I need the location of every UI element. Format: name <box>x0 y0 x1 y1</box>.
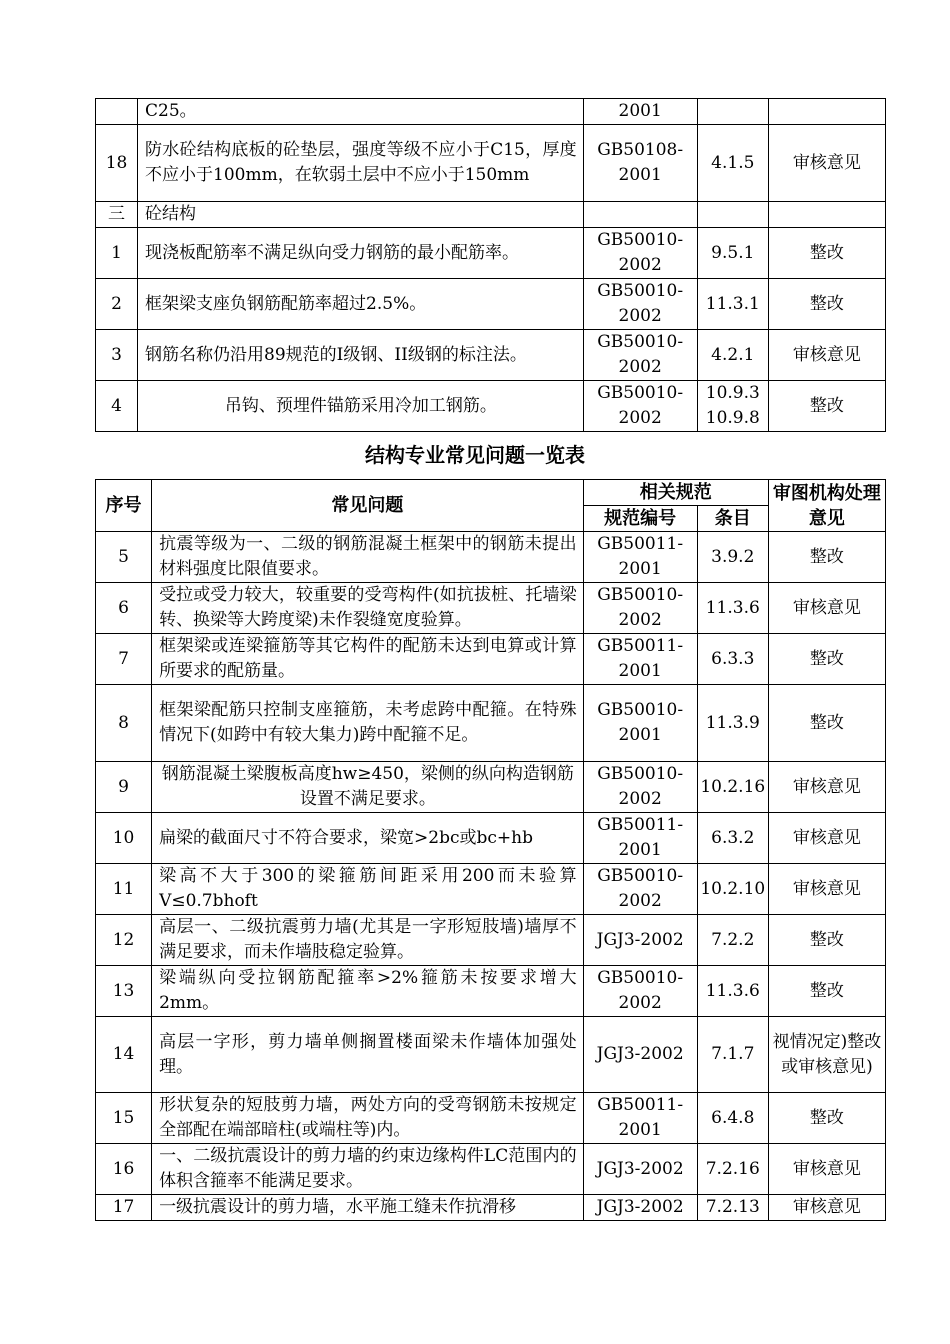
table-row <box>96 99 886 125</box>
row-code: GB50011-2001 <box>583 1093 697 1144</box>
row-code: GB50011-2001 <box>583 532 697 583</box>
row-problem: 形状复杂的短肢剪力墙，两处方向的受弯钢筋未按规定全部配在端部暗柱(或端柱等)内。 <box>152 1093 584 1144</box>
row-article: 7.2.2 <box>697 915 768 966</box>
table-body <box>96 532 886 1221</box>
table-row <box>96 279 886 330</box>
row-article: 11.3.1 <box>697 279 768 330</box>
row-problem: 框架梁配筋只控制支座箍筋，未考虑跨中配箍。在特殊情况下(如跨中有较大集力)跨中配箍不足。 <box>152 685 584 762</box>
row-number: 1 <box>96 228 138 279</box>
row-article <box>697 202 768 228</box>
row-opinion: 整改 <box>768 279 885 330</box>
header-problem: 常见问题 <box>152 480 584 532</box>
table-row <box>96 532 886 583</box>
row-problem: 砼结构 <box>138 202 584 228</box>
row-article: 11.3.6 <box>697 966 768 1017</box>
table-row <box>96 762 886 813</box>
row-problem: 吊钩、预埋件锚筋采用冷加工钢筋。 <box>138 381 584 432</box>
row-problem: 梁高不大于300的梁箍筋间距采用200而未验算V≤0.7bhoft <box>152 864 584 915</box>
table-caption: 结构专业常见问题一览表 <box>365 443 585 467</box>
row-opinion: 整改 <box>768 966 885 1017</box>
row-code: GB50011-2001 <box>583 634 697 685</box>
table-row <box>96 966 886 1017</box>
table-body <box>96 99 886 432</box>
row-number: 18 <box>96 125 138 202</box>
row-code: JGJ3-2002 <box>583 915 697 966</box>
header-opinion: 审图机构处理意见 <box>768 480 885 532</box>
row-number: 4 <box>96 381 138 432</box>
row-number: 12 <box>96 915 152 966</box>
row-code: GB50010-2002 <box>583 330 697 381</box>
row-article: 4.2.1 <box>697 330 768 381</box>
row-number: 6 <box>96 583 152 634</box>
row-article: 11.3.6 <box>697 583 768 634</box>
row-problem: 现浇板配筋率不满足纵向受力钢筋的最小配筋率。 <box>138 228 584 279</box>
row-problem: 框架梁支座负钢筋配筋率超过2.5%。 <box>138 279 584 330</box>
row-number: 2 <box>96 279 138 330</box>
row-problem: 钢筋混凝土梁腹板高度hw≥450，梁侧的纵向构造钢筋设置不满足要求。 <box>152 762 584 813</box>
row-problem: 框架梁或连梁箍筋等其它构件的配筋未达到电算或计算所要求的配筋量。 <box>152 634 584 685</box>
table-row <box>96 583 886 634</box>
row-problem: 扁梁的截面尺寸不符合要求，梁宽>2bc或bc+hb <box>152 813 584 864</box>
row-opinion: 整改 <box>768 381 885 432</box>
row-opinion: 整改 <box>768 634 885 685</box>
table-row <box>96 381 886 432</box>
row-code: GB50010-2002 <box>583 864 697 915</box>
row-opinion: 审核意见 <box>768 762 885 813</box>
row-code: GB50010-2002 <box>583 381 697 432</box>
row-number: 11 <box>96 864 152 915</box>
row-opinion: 视情况定)整改或审核意见) <box>768 1017 885 1093</box>
row-article: 3.9.2 <box>697 532 768 583</box>
row-code: GB50108-2001 <box>583 125 697 202</box>
row-problem: 抗震等级为一、二级的钢筋混凝土框架中的钢筋未提出材料强度比限值要求。 <box>152 532 584 583</box>
row-article <box>697 99 768 125</box>
table-row <box>96 1195 886 1221</box>
row-article: 9.5.1 <box>697 228 768 279</box>
row-opinion: 审核意见 <box>768 125 885 202</box>
row-problem: C25。 <box>138 99 584 125</box>
header-spec-group: 相关规范 <box>583 480 768 506</box>
row-article: 10.2.16 <box>697 762 768 813</box>
row-code: GB50010-2002 <box>583 583 697 634</box>
row-opinion: 审核意见 <box>768 1195 885 1221</box>
row-code: JGJ3-2002 <box>583 1017 697 1093</box>
row-article: 11.3.9 <box>697 685 768 762</box>
row-problem: 一级抗震设计的剪力墙，水平施工缝未作抗滑移 <box>152 1195 584 1221</box>
table-row <box>96 1144 886 1195</box>
row-article: 6.3.2 <box>697 813 768 864</box>
row-opinion <box>768 202 885 228</box>
problem-table-continued <box>95 98 886 432</box>
row-code: GB50011-2001 <box>583 813 697 864</box>
row-opinion: 审核意见 <box>768 864 885 915</box>
table-row <box>96 228 886 279</box>
row-code: GB50010-2002 <box>583 279 697 330</box>
row-code: GB50010-2001 <box>583 685 697 762</box>
row-problem: 高层一、二级抗震剪力墙(尤其是一字形短肢墙)墙厚不满足要求，而未作墙肢稳定验算。 <box>152 915 584 966</box>
table-row <box>96 915 886 966</box>
row-opinion <box>768 99 885 125</box>
row-number: 9 <box>96 762 152 813</box>
row-number: 三 <box>96 202 138 228</box>
table-row <box>96 125 886 202</box>
header-num: 序号 <box>96 480 152 532</box>
row-opinion: 整改 <box>768 1093 885 1144</box>
row-code: JGJ3-2002 <box>583 1144 697 1195</box>
row-problem: 梁端纵向受拉钢筋配箍率>2%箍筋未按要求增大2mm。 <box>152 966 584 1017</box>
row-article: 6.4.8 <box>697 1093 768 1144</box>
row-article: 10.2.10 <box>697 864 768 915</box>
structural-problems-table <box>95 479 886 1221</box>
row-number: 16 <box>96 1144 152 1195</box>
table-header <box>96 480 886 532</box>
row-number: 17 <box>96 1195 152 1221</box>
row-problem: 钢筋名称仍沿用89规范的I级钢、II级钢的标注法。 <box>138 330 584 381</box>
row-article: 7.1.7 <box>697 1017 768 1093</box>
row-opinion: 整改 <box>768 685 885 762</box>
row-number: 15 <box>96 1093 152 1144</box>
row-opinion: 整改 <box>768 915 885 966</box>
header-article: 条目 <box>697 506 768 532</box>
row-code <box>583 202 697 228</box>
row-code: 2001 <box>583 99 697 125</box>
row-article: 4.1.5 <box>697 125 768 202</box>
row-number: 14 <box>96 1017 152 1093</box>
row-opinion: 整改 <box>768 228 885 279</box>
row-opinion: 审核意见 <box>768 583 885 634</box>
row-opinion: 审核意见 <box>768 1144 885 1195</box>
row-article: 10.9.3 10.9.8 <box>697 381 768 432</box>
row-number: 7 <box>96 634 152 685</box>
row-article: 7.2.13 <box>697 1195 768 1221</box>
row-number: 5 <box>96 532 152 583</box>
header-code: 规范编号 <box>583 506 697 532</box>
row-problem: 防水砼结构底板的砼垫层，强度等级不应小于C15，厚度不应小于100mm，在软弱土层中不应小于150mm <box>138 125 584 202</box>
row-problem: 受拉或受力较大，较重要的受弯构件(如抗拔桩、托墙梁转、换梁等大跨度梁)未作裂缝宽度验算。 <box>152 583 584 634</box>
row-code: GB50010-2002 <box>583 966 697 1017</box>
row-opinion: 审核意见 <box>768 330 885 381</box>
table-row <box>96 202 886 228</box>
table-row <box>96 1093 886 1144</box>
row-problem: 高层一字形，剪力墙单侧搁置楼面梁未作墙体加强处理。 <box>152 1017 584 1093</box>
row-number: 13 <box>96 966 152 1017</box>
table-row <box>96 864 886 915</box>
row-number: 10 <box>96 813 152 864</box>
table-row <box>96 330 886 381</box>
row-number <box>96 99 138 125</box>
row-number: 3 <box>96 330 138 381</box>
row-code: GB50010-2002 <box>583 228 697 279</box>
table-row <box>96 634 886 685</box>
table-row <box>96 813 886 864</box>
row-opinion: 整改 <box>768 532 885 583</box>
row-number: 8 <box>96 685 152 762</box>
row-opinion: 审核意见 <box>768 813 885 864</box>
row-code: GB50010-2002 <box>583 762 697 813</box>
row-article: 6.3.3 <box>697 634 768 685</box>
table-row <box>96 685 886 762</box>
row-code: JGJ3-2002 <box>583 1195 697 1221</box>
row-article: 7.2.16 <box>697 1144 768 1195</box>
row-problem: 一、二级抗震设计的剪力墙的约束边缘构件LC范围内的体积含箍率不能满足要求。 <box>152 1144 584 1195</box>
table-row <box>96 1017 886 1093</box>
